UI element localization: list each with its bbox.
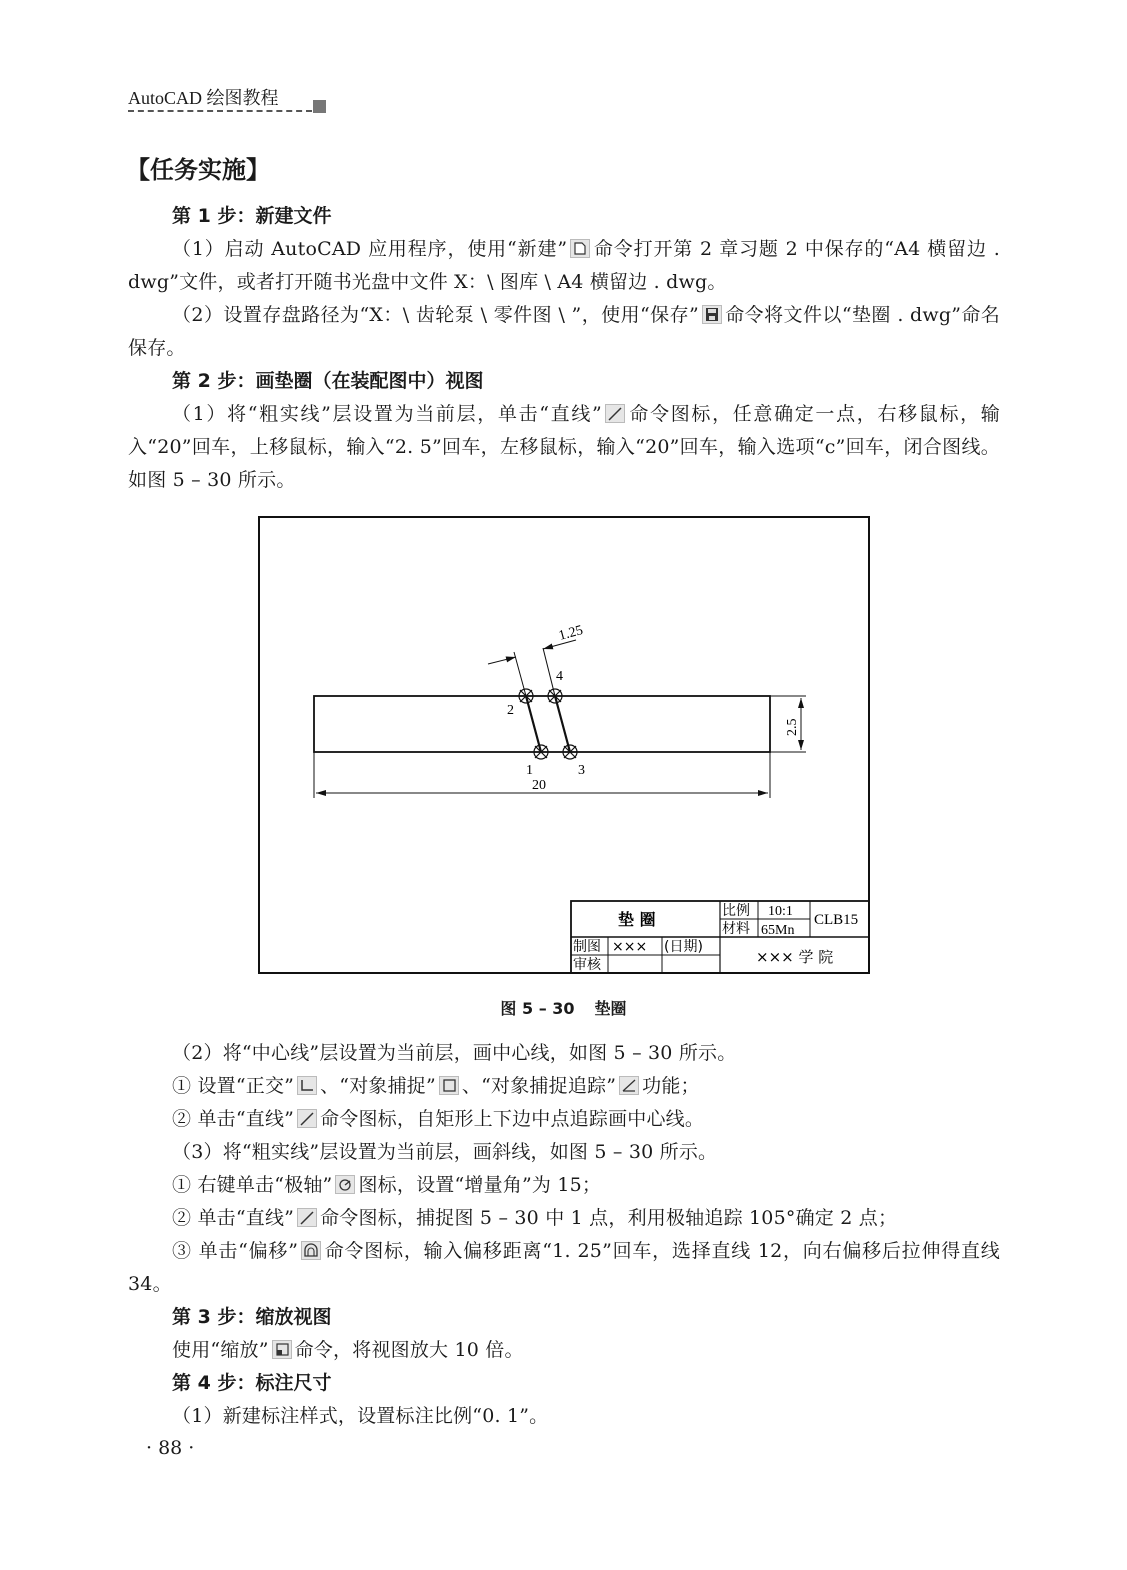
step-2-item-3-1 (128, 1169, 1000, 1202)
text-run: 命令将文件以“垫圈 . dwg”命名保存。 (128, 304, 1001, 359)
text-run: ① 设置“正交” (172, 1075, 295, 1097)
text-run: 命令打开第 2 章习题 2 中保存的“A4 横留边 . dwg”文件，或者打开随书光盘中文件 X：\ 图库 \ A4 横留边 . dwg。 (128, 238, 1000, 293)
tb-material-label: 材料 (722, 921, 750, 937)
tb-code: CLB15 (814, 912, 859, 928)
header-block (313, 100, 326, 113)
line-icon (297, 1208, 317, 1227)
point-label-2: 2 (507, 703, 514, 718)
tb-scale-value: 10:1 (768, 904, 793, 919)
step-3-title: 第 3 步：缩放视图 (172, 1306, 332, 1328)
step-1-paragraph-1 (128, 233, 1000, 299)
dim-arrow (488, 657, 516, 664)
tb-date-label: (日期) (664, 939, 703, 955)
drawing-svg (258, 516, 870, 974)
otrack-icon (619, 1076, 639, 1095)
header-rule (128, 110, 312, 112)
tb-school: ××× 学 院 (756, 948, 834, 966)
text-run: 图标，设置“增量角”为 15； (358, 1174, 602, 1196)
step-2-item-2-2 (128, 1103, 1000, 1136)
dim-1-25-label: 1.25 (557, 623, 585, 644)
caption-text: 垫圈 (594, 999, 627, 1018)
section-title: 【任务实施】 (126, 156, 270, 184)
running-head: AutoCAD 绘图教程 (128, 88, 279, 108)
point-label-3: 3 (578, 763, 585, 778)
zoom-icon (272, 1340, 292, 1359)
text-run: 命令图标，输入偏移距离“1. 25”回车，选择直线 12，向右偏移后拉伸得直线 34。 (128, 1240, 1000, 1295)
text-run: 、“对象捕捉追踪” (461, 1075, 617, 1097)
text-run: 命令图标，自矩形上下边中点追踪画中心线。 (320, 1108, 705, 1130)
new-file-icon (570, 239, 590, 258)
line-34 (555, 696, 570, 752)
page-number: · 88 · (146, 1437, 195, 1459)
caption-number: 图 5 – 30 (500, 999, 575, 1018)
step-3-paragraph-1 (128, 1334, 1000, 1367)
figure-caption (0, 996, 1127, 1019)
tb-drawn-value: ××× (612, 939, 648, 955)
tb-part-name: 垫 圈 (618, 910, 656, 929)
dim-2-5-label: 2.5 (785, 718, 800, 736)
step-2-paragraph-3: （3）将“粗实线”层设置为当前层，画斜线，如图 5 – 30 所示。 (172, 1141, 718, 1163)
step-2-paragraph-2: （2）将“中心线”层设置为当前层，画中心线，如图 5 – 30 所示。 (172, 1042, 737, 1064)
washer-outline (314, 696, 770, 752)
text-run: 命令图标，任意确定一点，右移鼠标，输入“20”回车，上移鼠标，输入“2. 5”回车，左移鼠标，输入“20”回车，输入选项“c”回车，闭合图线。如图 5 – 30 所示。 (128, 403, 1001, 491)
text-run: ② 单击“直线” (172, 1207, 295, 1229)
line-12 (526, 696, 541, 752)
text-run: （1）将“粗实线”层设置为当前层，单击“直线” (172, 403, 602, 425)
text-run: 命令图标，捕捉图 5 – 30 中 1 点，利用极轴追踪 105°确定 2 点； (320, 1207, 898, 1229)
offset-icon (301, 1241, 321, 1260)
tb-check-label: 审核 (573, 957, 601, 973)
tb-drawn-label: 制图 (573, 939, 601, 955)
text-run: 、“对象捕捉” (320, 1075, 436, 1097)
text-run: ③ 单击“偏移” (172, 1240, 299, 1262)
text-run: ① 右键单击“极轴” (172, 1174, 333, 1196)
step-4-title: 第 4 步：标注尺寸 (172, 1372, 332, 1394)
step-2-item-2-1 (128, 1070, 1000, 1103)
step-4-paragraph-1: （1）新建标注样式，设置标注比例“0. 1”。 (172, 1405, 549, 1427)
point-label-1: 1 (526, 763, 533, 778)
figure-washer-drawing (258, 516, 870, 974)
text-run: （2）设置存盘路径为“X：\ 齿轮泵 \ 零件图 \ ”，使用“保存” (172, 304, 699, 326)
tb-scale-label: 比例 (722, 903, 750, 919)
point-label-4: 4 (556, 669, 563, 684)
step-1-paragraph-2 (128, 299, 1000, 365)
text-run: 功能； (642, 1075, 700, 1097)
osnap-icon (439, 1076, 459, 1095)
step-1-title: 第 1 步：新建文件 (172, 205, 332, 227)
step-2-item-3-3 (128, 1235, 1000, 1301)
tb-material-value: 65Mn (761, 923, 795, 938)
save-icon (702, 305, 722, 324)
line-icon (297, 1109, 317, 1128)
line-icon (605, 404, 625, 423)
step-2-title: 第 2 步：画垫圈（在装配图中）视图 (172, 370, 484, 392)
text-run: 使用“缩放” (172, 1339, 269, 1361)
text-run: ② 单击“直线” (172, 1108, 295, 1130)
text-run: （1）启动 AutoCAD 应用程序，使用“新建” (172, 238, 568, 260)
dim-20-label: 20 (532, 778, 546, 793)
text-run: 命令，将视图放大 10 倍。 (294, 1339, 524, 1361)
step-2-paragraph-1 (128, 398, 1000, 497)
polar-icon (335, 1175, 355, 1194)
ortho-icon (297, 1076, 317, 1095)
step-2-item-3-2 (128, 1202, 1000, 1235)
